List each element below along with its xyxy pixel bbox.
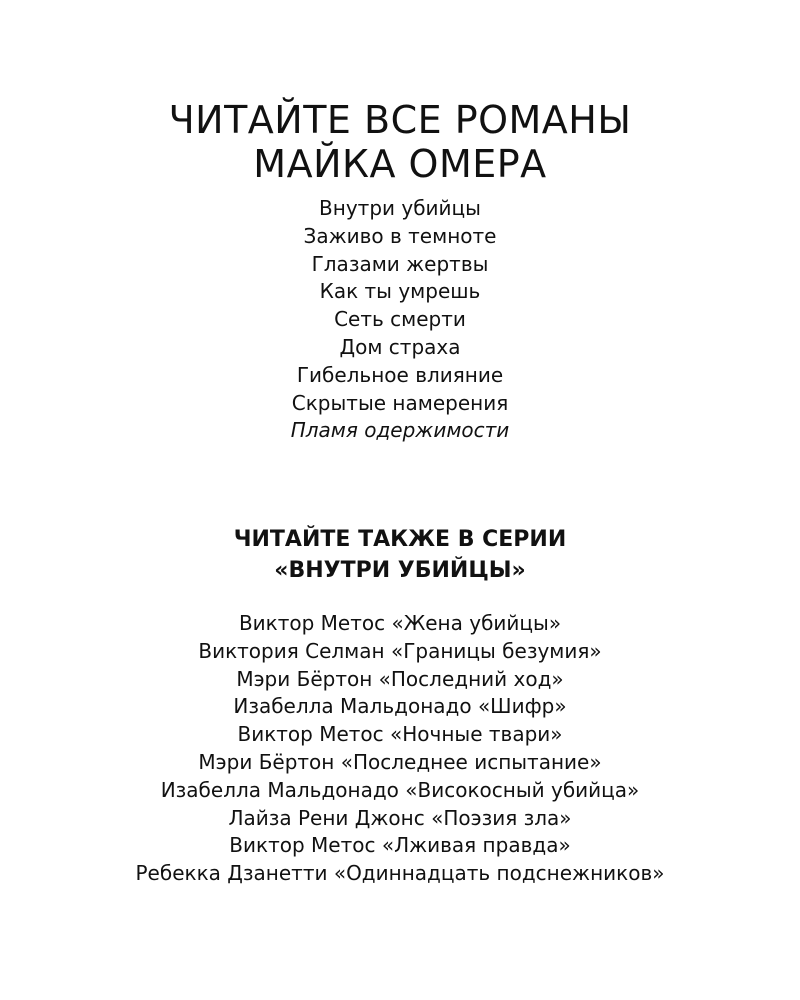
series-book: Виктор Метос «Лживая правда» <box>229 833 571 858</box>
series-book: Ребекка Дзанетти «Одиннадцать подснежников» <box>135 861 665 886</box>
novel-title: Гибельное влияние <box>296 362 504 387</box>
page-title-line-1: ЧИТАЙТЕ ВСЕ РОМАНЫ <box>168 98 632 142</box>
series-book: Мэри Бёртон «Последнее испытание» <box>198 749 602 774</box>
page-title <box>0 98 800 186</box>
page-title-line-2: МАЙКА ОМЕРА <box>253 142 547 186</box>
series-book: Виктор Метос «Жена убийцы» <box>238 611 562 635</box>
series-book: Лайза Рени Джонс «Поэзия зла» <box>228 805 572 830</box>
novel-title: Скрытые намерения <box>291 390 509 415</box>
novel-title: Заживо в темноте <box>303 223 497 248</box>
novel-title: Дом страха <box>339 334 461 359</box>
series-heading-line-1: ЧИТАЙТЕ ТАКЖЕ В СЕРИИ <box>233 527 567 552</box>
series-book: Мэри Бёртон «Последний ход» <box>236 666 564 691</box>
series-book: Виктория Селман «Границы безумия» <box>198 638 602 663</box>
series-book: Изабелла Мальдонадо «Високосный убийца» <box>160 777 640 802</box>
series-books-list <box>0 610 800 888</box>
novel-title: Сеть смерти <box>334 307 466 332</box>
series-heading <box>0 524 800 586</box>
series-book: Виктор Метос «Ночные твари» <box>237 722 563 747</box>
novel-title: Внутри убийцы <box>319 196 481 220</box>
series-heading-line-2: «ВНУТРИ УБИЙЦЫ» <box>274 558 526 583</box>
series-book: Изабелла Мальдонадо «Шифр» <box>233 694 567 719</box>
novels-list <box>0 195 800 445</box>
novel-title: Как ты умрешь <box>319 279 481 304</box>
novel-title: Глазами жертвы <box>311 251 489 276</box>
novel-title-italic: Пламя одержимости <box>290 418 510 443</box>
